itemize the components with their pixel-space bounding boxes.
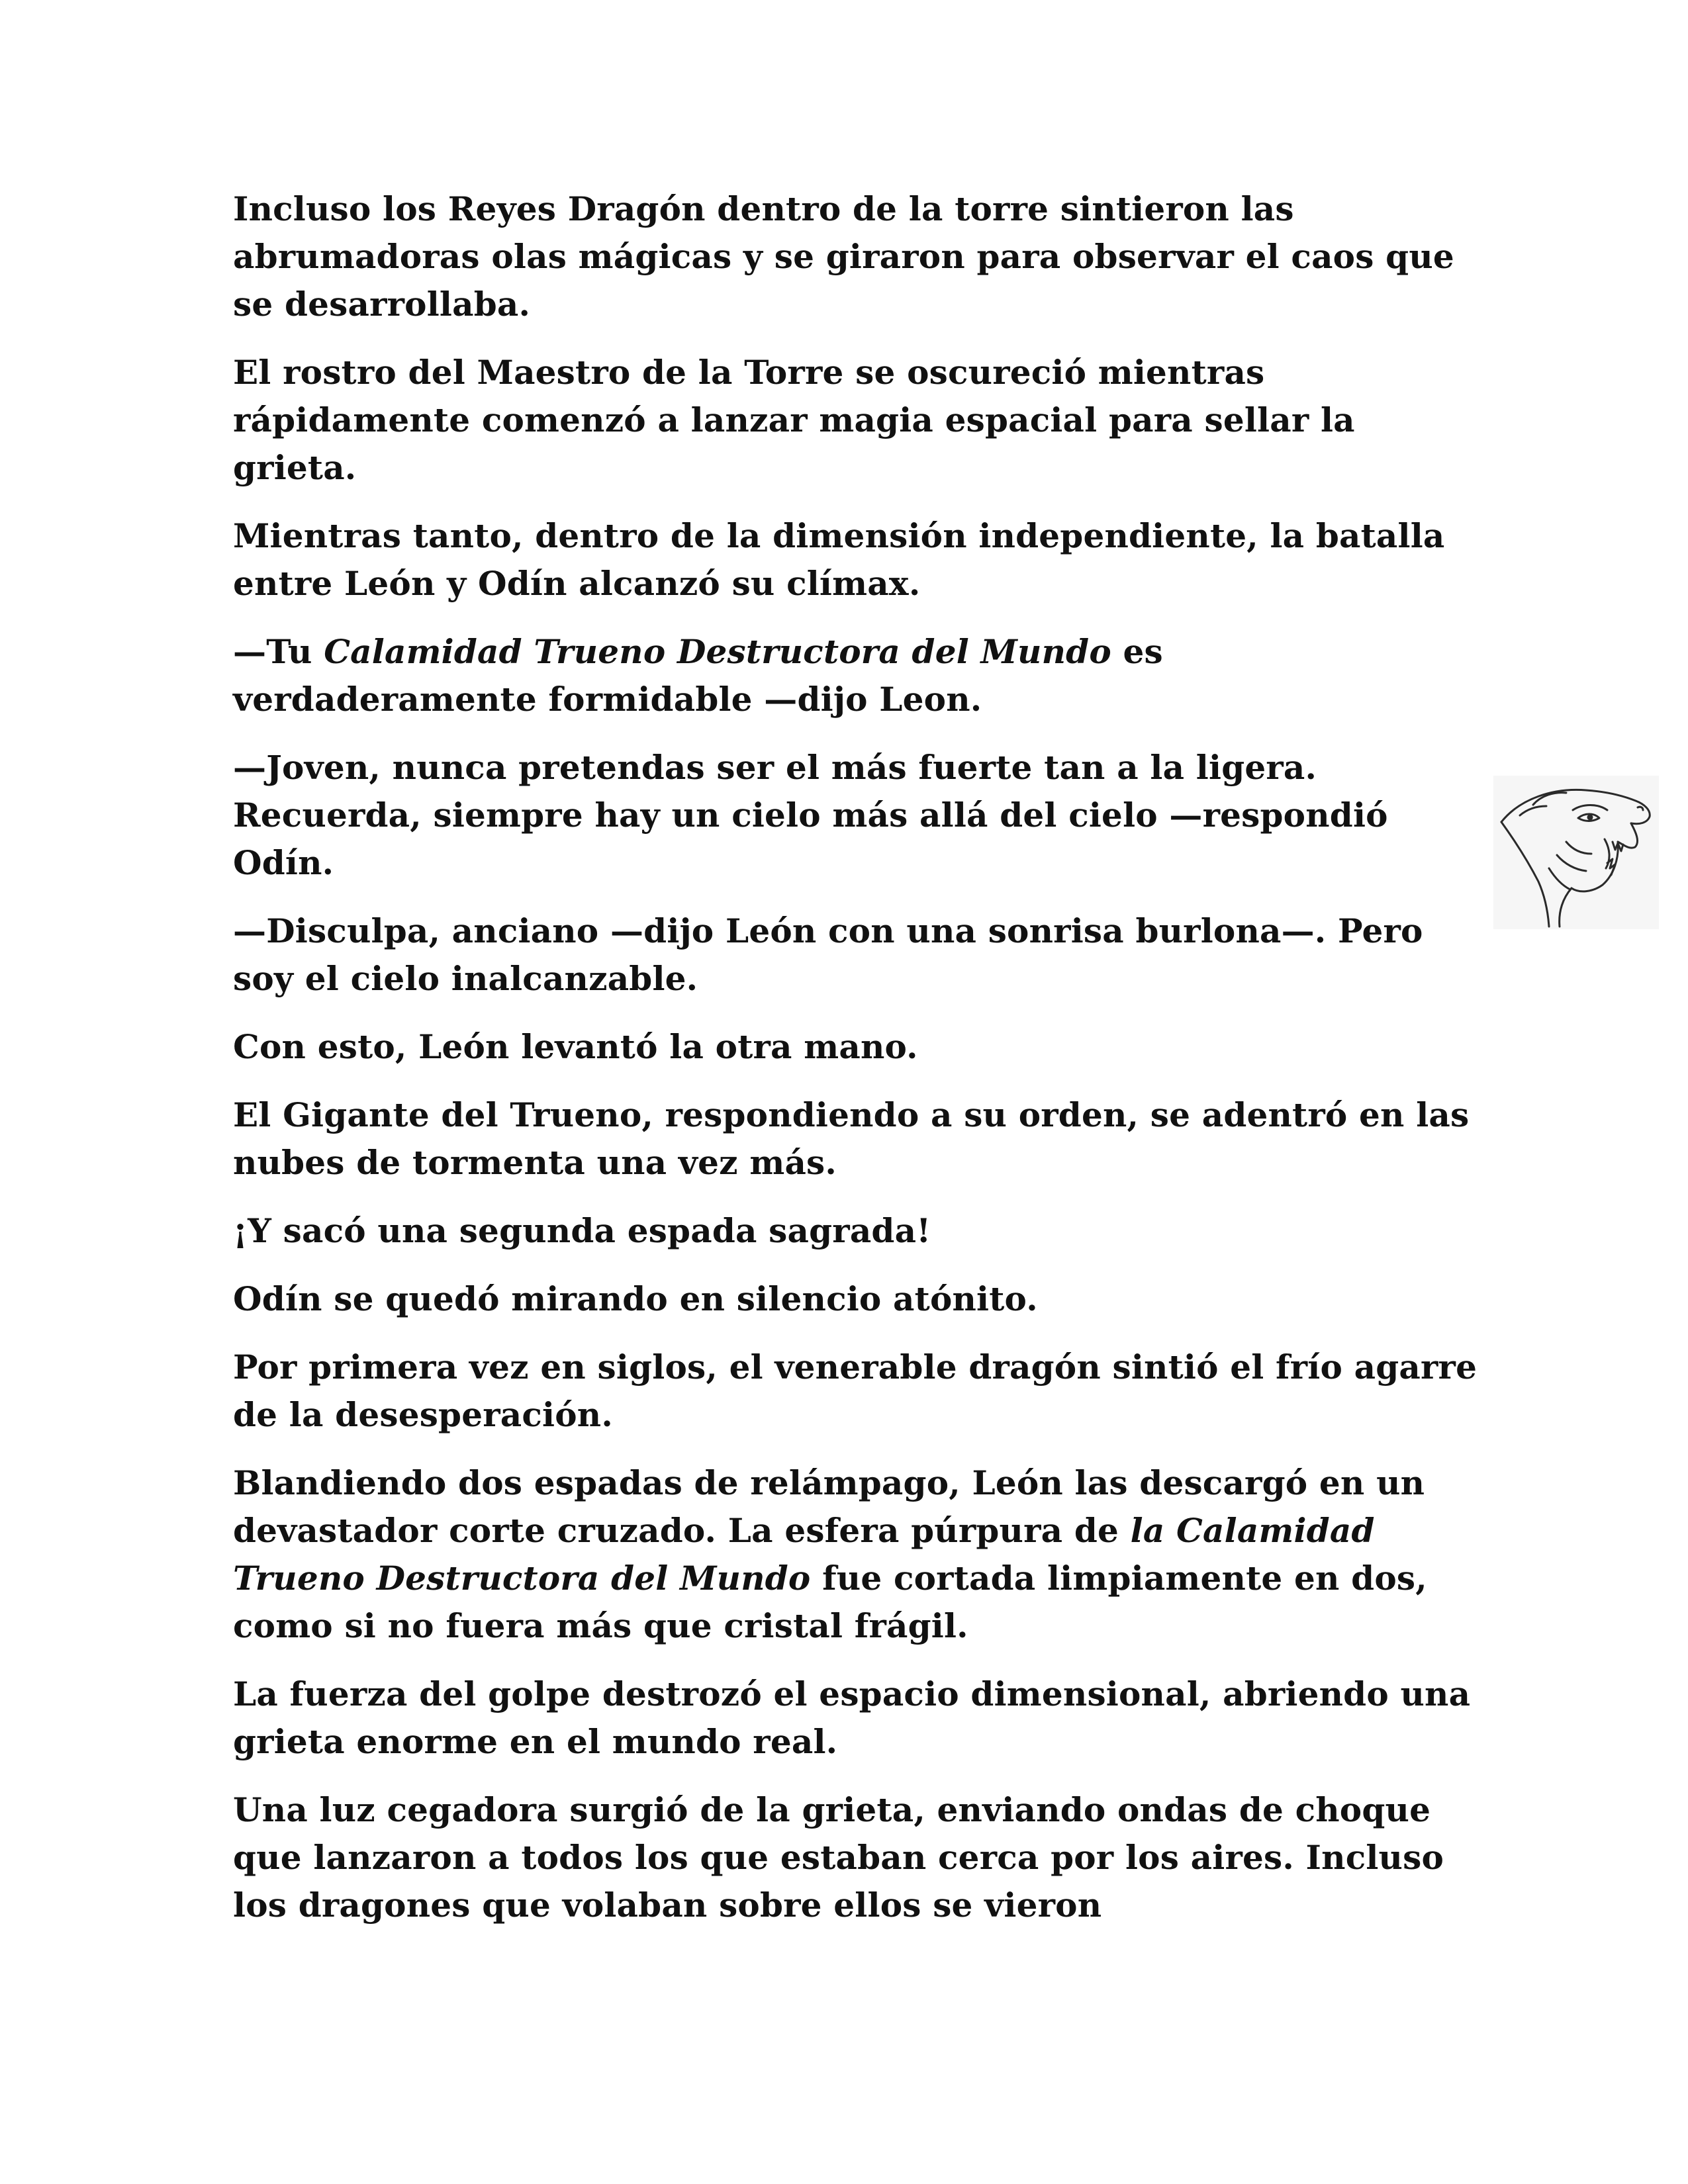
paragraph-5: —Joven, nunca pretendas ser el más fuerte tan a la ligera. Recuerda, siempre hay un cielo más allá del cielo —respondió Odín.: [233, 748, 1388, 882]
paragraph-11: Por primera vez en siglos, el venerable dragón sintió el frío agarre de la desesperación.: [233, 1347, 1477, 1434]
paragraph-8: El Gigante del Trueno, respondiendo a su orden, se adentró en las nubes de tormenta una vez más.: [233, 1095, 1470, 1182]
paragraph-1: Incluso los Reyes Dragón dentro de la torre sintieron las abrumadoras olas mágicas y se giraron para observar el caos que se desarrollaba.: [233, 189, 1454, 324]
paragraph-12-title: la Calamidad Trueno Destructora del Mundo: [233, 1511, 1375, 1598]
paragraph-10: Odín se quedó mirando en silencio atónito.: [233, 1279, 1038, 1318]
paragraph-14: Una luz cegadora surgió de la grieta, enviando ondas de choque que lanzaron a todos los que estaban cerca por los aires. Incluso los dragones que volaban sobre ellos se vieron: [233, 1790, 1444, 1925]
paragraph-4-pre: —Tu: [233, 632, 324, 671]
paragraph-12-post: fue cortada limpiamente en dos, como si no fuera más que cristal frágil.: [233, 1559, 1427, 1645]
paragraph-4-post: es verdaderamente formidable —dijo Leon.: [233, 632, 1163, 719]
paragraph-12: [233, 1459, 1477, 1650]
dragon-head-drawing: [1493, 776, 1659, 929]
paragraph-12-pre: Blandiendo dos espadas de relámpago, León las descargó en un devastador corte cruzado. La esfera púrpura de: [233, 1463, 1425, 1550]
paragraph-3: Mientras tanto, dentro de la dimensión independiente, la batalla entre León y Odín alcanzó su clímax.: [233, 516, 1445, 603]
paragraph-9: ¡Y sacó una segunda espada sagrada!: [233, 1211, 931, 1250]
paragraph-13: La fuerza del golpe destrozó el espacio dimensional, abriendo una grieta enorme en el mundo real.: [233, 1674, 1471, 1761]
paragraph-7: Con esto, León levantó la otra mano.: [233, 1027, 918, 1066]
paragraph-4: [233, 628, 1477, 723]
paragraph-2: El rostro del Maestro de la Torre se oscureció mientras rápidamente comenzó a lanzar magia espacial para sellar la grieta.: [233, 353, 1355, 487]
paragraph-6: —Disculpa, anciano —dijo León con una sonrisa burlona—. Pero soy el cielo inalcanzable.: [233, 911, 1423, 998]
dragon-head-sketch-icon: [1493, 776, 1659, 929]
body-text: [233, 185, 1477, 1950]
paragraph-4-title: Calamidad Trueno Destructora del Mundo: [324, 632, 1111, 671]
